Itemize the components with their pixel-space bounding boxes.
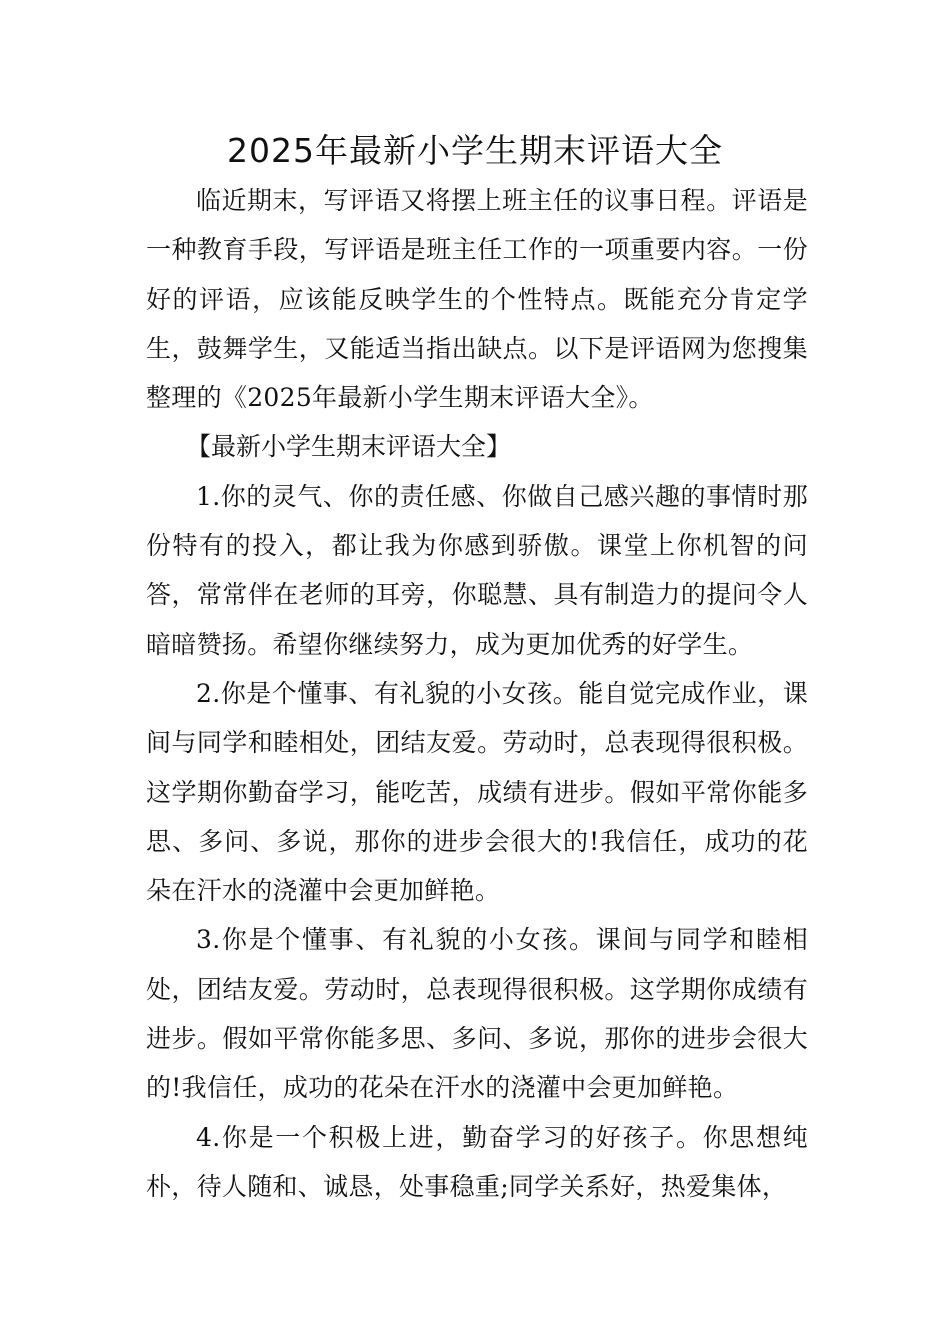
intro-paragraph: 临近期末，写评语又将摆上班主任的议事日程。评语是一种教育手段，写评语是班主任工作的一项重要内容。一份好的评语，应该能反映学生的个性特点。既能充分肯定学生，鼓舞学生，又能适当指出缺点。以下是评语网为您搜集整理的《2025年最新小学生期末评语大全》。	[146, 186, 808, 413]
comment-item-4: 4.你是一个积极上进，勤奋学习的好孩子。你思想纯朴，待人随和、诚恳，处事稳重;同学关系好，热爱集体，	[146, 1122, 808, 1201]
comment-item-2: 2.你是个懂事、有礼貌的小女孩。能自觉完成作业，课间与同学和睦相处，团结友爱。劳动时，总表现得很积极。这学期你勤奋学习，能吃苦，成绩有进步。假如平常你能多思、多问、多说，那你的进步会很大的!我信任，成功的花朵在汗水的浇灌中会更加鲜艳。	[146, 678, 808, 906]
section-heading: 【最新小学生期末评语大全】	[186, 432, 512, 462]
comment-item-1: 1.你的灵气、你的责任感、你做自己感兴趣的事情时那份特有的投入，都让我为你感到骄傲。课堂上你机智的问答，常常伴在老师的耳旁，你聪慧、具有制造力的提问令人暗暗赞扬。希望你继续努力，成为更加优秀的好学生。	[146, 481, 808, 659]
document-body	[146, 176, 808, 1211]
comment-item-3: 3.你是个懂事、有礼貌的小女孩。课间与同学和睦相处，团结友爱。劳动时，总表现得很积极。这学期你成绩有进步。假如平常你能多思、多问、多说，那你的进步会很大的!我信任，成功的花朵在汗水的浇灌中会更加鲜艳。	[146, 925, 808, 1103]
document-title: 2025年最新小学生期末评语大全	[227, 131, 723, 170]
